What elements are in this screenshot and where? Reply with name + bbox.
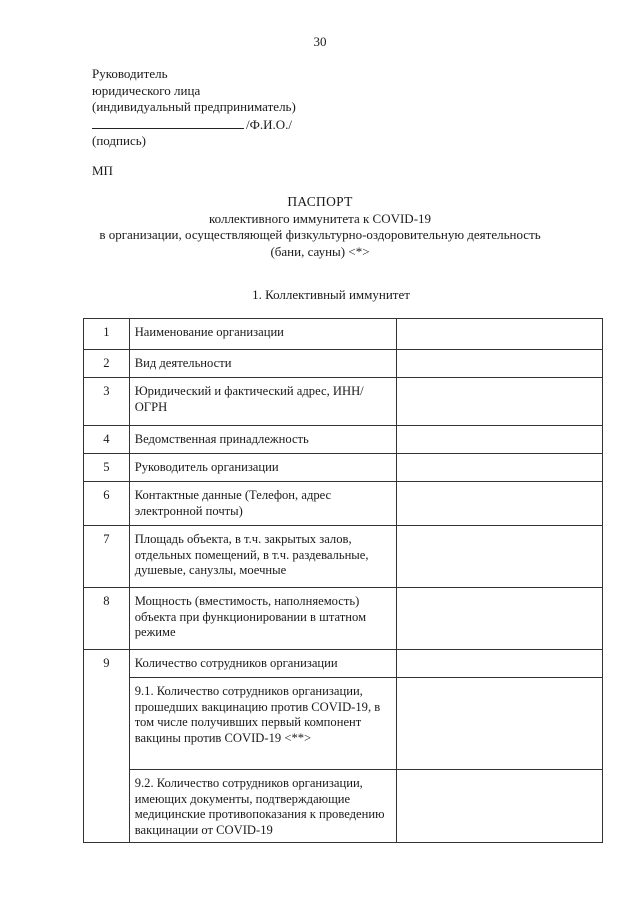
table-row <box>84 454 603 482</box>
passport-table <box>83 318 603 843</box>
row-number: 2 <box>84 350 130 378</box>
row-value-cell[interactable] <box>396 650 602 678</box>
row-value-cell[interactable] <box>396 526 602 588</box>
row-number: 5 <box>84 454 130 482</box>
table-row <box>84 378 603 426</box>
row-number <box>84 678 130 770</box>
signature-role-line3: (индивидуальный предприниматель) <box>92 99 296 114</box>
row-value-cell[interactable] <box>396 319 602 350</box>
signature-fio: /Ф.И.О./ <box>246 116 293 132</box>
section-title: 1. Коллективный иммунитет <box>252 287 410 302</box>
table-row <box>84 426 603 454</box>
row-label: Контактные данные (Телефон, адрес электронной почты) <box>129 482 396 526</box>
table-row <box>84 350 603 378</box>
row-value-cell[interactable] <box>396 378 602 426</box>
row-label: 9.2. Количество сотрудников организации, имеющих документы, подтверждающие медицинские противопоказания к проведению вакцинации от COVID-19 <box>129 770 396 843</box>
table-row <box>84 770 603 843</box>
row-value-cell[interactable] <box>396 678 602 770</box>
row-label: Наименование организации <box>129 319 396 350</box>
row-label: Руководитель организации <box>129 454 396 482</box>
row-number: 8 <box>84 588 130 650</box>
row-number <box>84 770 130 843</box>
row-number: 1 <box>84 319 130 350</box>
row-value-cell[interactable] <box>396 482 602 526</box>
row-value-cell[interactable] <box>396 588 602 650</box>
row-label: Площадь объекта, в т.ч. закрытых залов, отдельных помещений, в т.ч. раздевальные, душевые, санузлы, моечные <box>129 526 396 588</box>
row-value-cell[interactable] <box>396 454 602 482</box>
row-number: 6 <box>84 482 130 526</box>
document-heading <box>0 194 640 260</box>
row-value-cell[interactable] <box>396 350 602 378</box>
table-row <box>84 526 603 588</box>
signature-role-line1: Руководитель <box>92 66 168 81</box>
stamp-label: МП <box>92 163 113 178</box>
row-value-cell[interactable] <box>396 426 602 454</box>
row-label: Ведомственная принадлежность <box>129 426 396 454</box>
signature-role-line2: юридического лица <box>92 82 201 98</box>
table-row <box>84 650 603 678</box>
row-label: Вид деятельности <box>129 350 396 378</box>
row-label: 9.1. Количество сотрудников организации, прошедших вакцинацию против COVID-19, в том числе получивших первый компонент вакцины против COVID-19 <**> <box>129 678 396 770</box>
document-title: ПАСПОРТ <box>287 194 353 209</box>
table-row <box>84 319 603 350</box>
row-value-cell[interactable] <box>396 770 602 843</box>
page-number: 30 <box>313 34 327 49</box>
signature-underline <box>92 116 244 129</box>
signature-fio-line <box>92 116 296 134</box>
row-number: 4 <box>84 426 130 454</box>
table-row <box>84 678 603 770</box>
document-subtitle-line2: коллективного иммунитета к COVID-19 <box>208 210 432 226</box>
row-number: 9 <box>84 650 130 678</box>
table-row <box>84 482 603 526</box>
row-label: Количество сотрудников организации <box>129 650 396 678</box>
signature-block <box>92 66 296 150</box>
row-label: Юридический и фактический адрес, ИНН/ОГРН <box>129 378 396 426</box>
row-number: 7 <box>84 526 130 588</box>
row-label: Мощность (вместимость, наполняемость) объекта при функционировании в штатном режиме <box>129 588 396 650</box>
table-row <box>84 588 603 650</box>
row-number: 3 <box>84 378 130 426</box>
document-subtitle-line4: (бани, сауны) <*> <box>270 243 370 259</box>
signature-label: (подпись) <box>92 133 146 148</box>
document-subtitle-line3: в организации, осуществляющей физкультурно-оздоровительную деятельность <box>99 227 541 242</box>
